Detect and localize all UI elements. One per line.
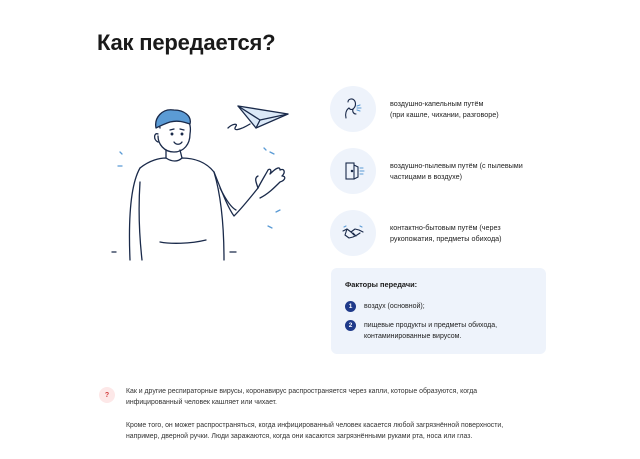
note-line: Кроме того, он может распространяться, когда инфицированный человек касается любой загрязнённой поверхности, [126,422,504,429]
factor-line-2: контаминированные вирусом. [364,333,462,340]
handshake-icon [340,220,366,246]
way-line-1: контактно-бытовым путём (через [390,223,501,232]
way-airborne-dust [330,142,570,200]
man-paper-plane-illustration [110,92,300,268]
note-paragraph-1 [126,386,556,408]
way-line-1: воздушно-пылевым путём (с пылевыми [390,161,523,170]
info-note [126,386,556,442]
way-description [390,160,523,182]
way-icon-circle [330,86,376,132]
way-icon-circle [330,210,376,256]
question-mark-icon: ? [99,387,115,403]
factor-item [345,301,425,312]
way-airborne-droplet [330,80,570,138]
way-description [390,222,502,244]
note-line: инфицированный человек кашляет или чихает. [126,399,277,406]
transmission-ways-list [330,80,570,262]
way-description [390,98,499,120]
factor-number-badge: 1 [345,301,356,312]
factor-number-badge: 2 [345,320,356,331]
way-icon-circle [330,148,376,194]
way-line-2: частицами в воздухе) [390,172,463,181]
factors-title: Факторы передачи: [345,280,418,289]
factor-line-1: воздух (основной); [364,303,425,310]
factor-line-1: пищевые продукты и предметы обихода, [364,322,498,329]
coughing-person-icon [340,96,366,122]
factor-text [364,301,425,312]
transmission-factors-card [331,268,546,354]
way-line-1: воздушно-капельным путём [390,99,484,108]
way-contact-household [330,204,570,262]
way-line-2: рукопожатия, предметы обихода) [390,234,502,243]
note-line: например, дверной ручки. Люди заражаются, когда они касаются загрязнёнными руками рта, носа или глаз. [126,433,473,440]
factor-item [345,320,497,342]
door-dust-icon [340,158,366,184]
note-line: Как и другие респираторные вирусы, коронавирус распространяется через капли, которые образуются, когда [126,388,478,395]
page-title: Как передается? [97,30,276,55]
factor-text [364,320,497,342]
way-line-2: (при кашле, чихании, разговоре) [390,110,499,119]
note-paragraph-2 [126,420,556,442]
